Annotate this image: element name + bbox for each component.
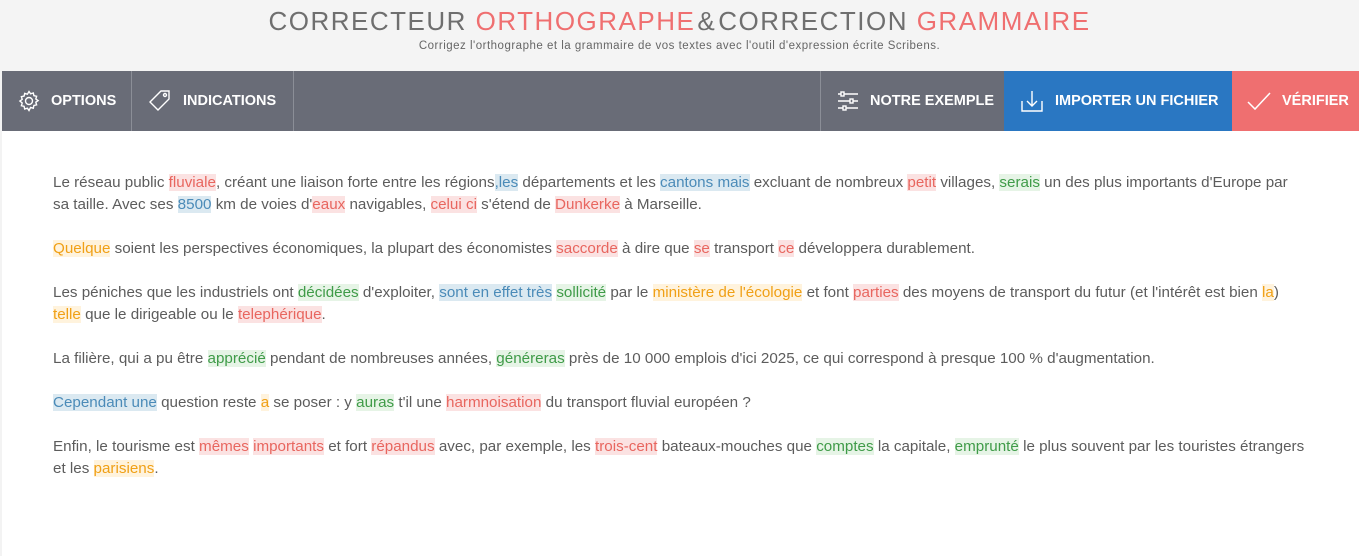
text-segment: bateaux-mouches que (657, 438, 817, 455)
text-segment: du transport fluvial européen ? (541, 394, 751, 411)
text-segment: près de 10 000 emplois d'ici 2025, ce qui correspond à presque 100 % d'augmentation. (564, 350, 1155, 367)
tag-icon (147, 88, 173, 114)
options-button[interactable] (2, 71, 132, 131)
text-segment: t'il une (394, 394, 446, 411)
editor-paragraph (53, 392, 1307, 414)
text-segment: , créant une liaison forte entre les régions (215, 174, 495, 191)
text-segment: La filière, qui a pu être (53, 350, 208, 367)
text-segment: Enfin, le tourisme est (53, 438, 200, 455)
text-segment: Les péniches que les industriels ont (53, 284, 298, 301)
editor-paragraph (53, 238, 1307, 260)
text-segment: . (154, 460, 159, 477)
page-header (0, 0, 1359, 71)
exemple-button[interactable] (821, 71, 1004, 131)
text-segment: pendant de nombreuses années, (265, 350, 497, 367)
spelling-error-highlight[interactable]: ce (778, 240, 795, 257)
grammar-error-highlight[interactable]: apprécié (207, 350, 266, 367)
spelling-error-highlight[interactable]: saccorde (556, 240, 618, 257)
grammar-error-highlight[interactable]: auras (356, 394, 395, 411)
typo-error-highlight[interactable]: Quelque (53, 240, 111, 257)
style-error-highlight[interactable]: Cependant une (53, 394, 157, 411)
text-segment: soient les perspectives économiques, la plupart des économistes (110, 240, 557, 257)
title-orthographe: ORTHOGRAPHE (475, 6, 696, 36)
spelling-error-highlight[interactable]: se (693, 240, 710, 257)
options-label: OPTIONS (51, 93, 117, 109)
text-segment: la capitale, (873, 438, 955, 455)
exemple-label: NOTRE EXEMPLE (870, 93, 995, 109)
gear-icon (17, 89, 41, 113)
page-subtitle: Corrigez l'orthographe et la grammaire de vos textes avec l'outil d'expression écrite Scribens. (418, 40, 941, 52)
text-segment: km de voies d' (211, 196, 313, 213)
page-title (0, 5, 1359, 37)
typo-error-highlight[interactable]: a (260, 394, 270, 411)
text-segment: . (321, 306, 326, 323)
text-segment: excluant de nombreux (749, 174, 908, 191)
editor-paragraph (53, 348, 1307, 370)
text-segment: le plus souvent par les touristes étrangers et les (53, 438, 1305, 477)
download-icon (1019, 88, 1045, 114)
text-segment: villages, (936, 174, 1000, 191)
text-segment: transport (709, 240, 779, 257)
text-segment: et fort (323, 438, 372, 455)
grammar-error-highlight[interactable]: décidées (297, 284, 359, 301)
spelling-error-highlight[interactable]: répandus (371, 438, 435, 455)
grammar-error-highlight[interactable]: emprunté (954, 438, 1019, 455)
text-segment: question reste (156, 394, 261, 411)
indications-button[interactable] (132, 71, 294, 131)
text-segment: se poser : y (269, 394, 357, 411)
style-error-highlight[interactable]: 8500 (177, 196, 212, 213)
style-error-highlight[interactable]: cantons mais (660, 174, 750, 191)
spelling-error-highlight[interactable]: Dunkerke (555, 196, 621, 213)
text-segment: un des plus importants d'Europe par sa taille. Avec ses (53, 174, 1288, 213)
spelling-error-highlight[interactable]: eaux (312, 196, 346, 213)
spelling-error-highlight[interactable]: telephérique (237, 306, 322, 323)
spelling-error-highlight[interactable]: petit (907, 174, 937, 191)
text-editor[interactable] (2, 131, 1359, 556)
sliders-icon (836, 89, 860, 113)
editor-paragraph (53, 282, 1307, 326)
editor-paragraph (53, 172, 1307, 216)
title-correcteur: CORRECTEUR (268, 6, 467, 36)
spelling-error-highlight[interactable]: harmnoisation (446, 394, 542, 411)
text-segment: Le réseau public (53, 174, 169, 191)
text-segment: s'étend de (476, 196, 556, 213)
text-segment: à Marseille. (620, 196, 702, 213)
spelling-error-highlight[interactable]: parties (853, 284, 899, 301)
grammar-error-highlight[interactable]: sollicité (556, 284, 607, 301)
text-segment: développera durablement. (794, 240, 975, 257)
text-segment: des moyens de transport du futur (et l'intérêt est bien (898, 284, 1262, 301)
spelling-error-highlight[interactable]: fluviale (168, 174, 216, 191)
text-segment: départements et les (518, 174, 661, 191)
verify-label: VÉRIFIER (1282, 93, 1349, 109)
text-segment: et font (802, 284, 854, 301)
typo-error-highlight[interactable]: parisiens (93, 460, 155, 477)
typo-error-highlight[interactable]: ministère de l'écologie (652, 284, 803, 301)
text-segment: à dire que (617, 240, 694, 257)
indications-label: INDICATIONS (183, 93, 277, 109)
import-label: IMPORTER UN FICHIER (1055, 93, 1219, 109)
text-segment: navigables, (345, 196, 431, 213)
grammar-error-highlight[interactable]: serais (999, 174, 1040, 191)
typo-error-highlight[interactable]: la (1262, 284, 1274, 301)
grammar-error-highlight[interactable]: comptes (816, 438, 874, 455)
toolbar-spacer (294, 71, 821, 131)
editor-paragraph (53, 436, 1307, 480)
spelling-error-highlight[interactable]: celui ci (430, 196, 477, 213)
text-segment: d'exploiter, (358, 284, 440, 301)
text-segment: ) (1273, 284, 1279, 301)
title-grammaire: GRAMMAIRE (916, 6, 1091, 36)
text-segment: par le (606, 284, 653, 301)
text-segment: avec, par exemple, les (434, 438, 595, 455)
title-correction: CORRECTION (718, 6, 908, 36)
verify-button[interactable] (1232, 71, 1359, 131)
import-file-button[interactable] (1004, 71, 1232, 131)
spelling-error-highlight[interactable]: mêmes (199, 438, 249, 455)
text-segment: que le dirigeable ou le (80, 306, 238, 323)
style-error-highlight[interactable]: sont en effet très (439, 284, 553, 301)
style-error-highlight[interactable]: ,les (494, 174, 519, 191)
spelling-error-highlight[interactable]: trois-cent (595, 438, 658, 455)
title-ampersand: & (697, 6, 717, 36)
check-icon (1246, 89, 1272, 113)
typo-error-highlight[interactable]: telle (53, 306, 81, 323)
grammar-error-highlight[interactable]: généreras (496, 350, 565, 367)
toolbar (2, 71, 1359, 131)
spelling-error-highlight[interactable]: importants (253, 438, 324, 455)
